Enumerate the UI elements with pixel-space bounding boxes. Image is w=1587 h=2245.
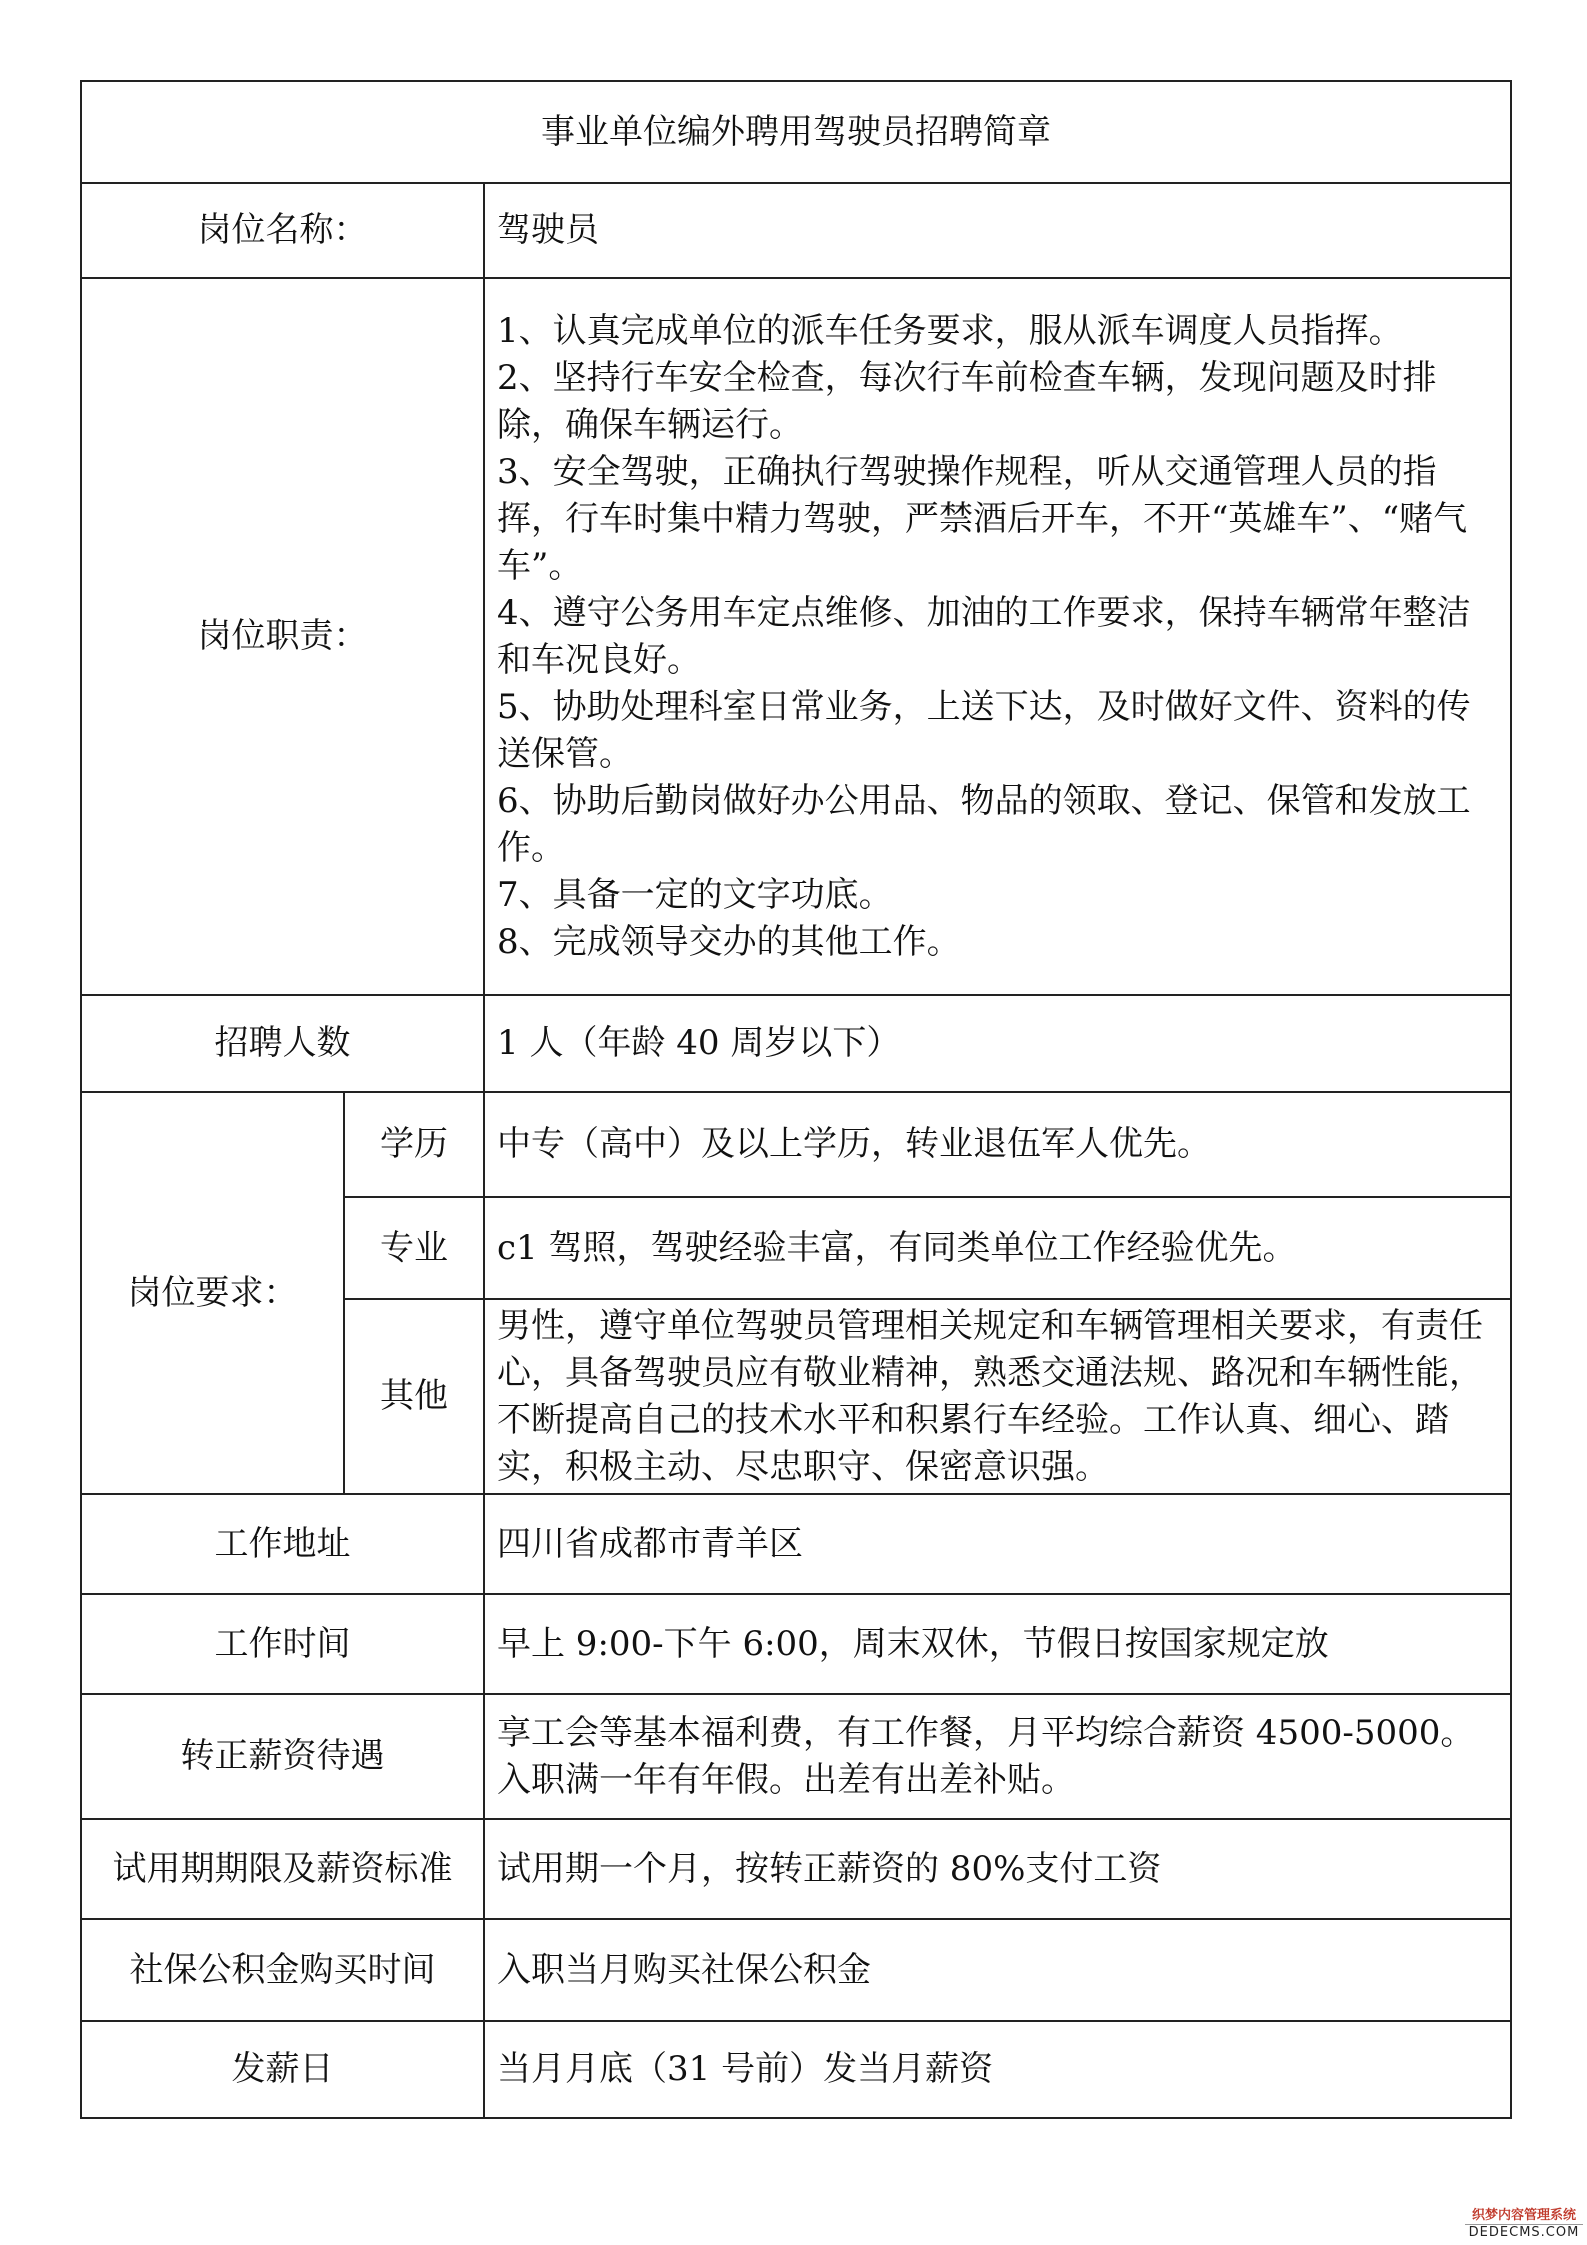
- duty-item-7: 7、具备一定的文字功底。: [497, 874, 893, 915]
- payday-label: 发薪日: [81, 2021, 484, 2118]
- major-label: 专业: [344, 1197, 484, 1299]
- duty-item-4: 4、遵守公务用车定点维修、加油的工作要求，保持车辆常年整洁和车况良好。: [497, 592, 1471, 680]
- duties-list: [484, 278, 1511, 995]
- insurance-value: 入职当月购买社保公积金: [484, 1919, 1511, 2021]
- position-name-label: 岗位名称：: [81, 183, 484, 278]
- headcount-value: 1 人（年龄 40 周岁以下）: [484, 995, 1511, 1092]
- salary-row: [81, 1694, 1511, 1819]
- hours-label: 工作时间: [81, 1594, 484, 1694]
- recruitment-table: [80, 80, 1512, 2119]
- document-title: 事业单位编外聘用驾驶员招聘简章: [81, 81, 1511, 183]
- hours-row: [81, 1594, 1511, 1694]
- probation-label: 试用期期限及薪资标准: [81, 1819, 484, 1919]
- duty-item-3: 3、安全驾驶，正确执行驾驶操作规程，听从交通管理人员的指挥，行车时集中精力驾驶，严禁酒后开车，不开“英雄车”、“赌气车”。: [497, 451, 1468, 586]
- insurance-row: [81, 1919, 1511, 2021]
- headcount-row: [81, 995, 1511, 1092]
- payday-row: [81, 2021, 1511, 2118]
- probation-value: 试用期一个月，按转正薪资的 80%支付工资: [484, 1819, 1511, 1919]
- other-label: 其他: [344, 1299, 484, 1494]
- duty-item-8: 8、完成领导交办的其他工作。: [497, 921, 961, 962]
- education-label: 学历: [344, 1092, 484, 1197]
- position-name-value: 驾驶员: [484, 183, 1511, 278]
- watermark-line2: DEDECMS.COM: [1465, 2224, 1583, 2241]
- probation-row: [81, 1819, 1511, 1919]
- major-value: c1 驾照，驾驶经验丰富，有同类单位工作经验优先。: [484, 1197, 1511, 1299]
- watermark-logo: [1465, 2208, 1583, 2241]
- hours-value: 早上 9:00-下午 6:00，周末双休，节假日按国家规定放: [484, 1594, 1511, 1694]
- position-name-row: [81, 183, 1511, 278]
- duties-row: [81, 278, 1511, 995]
- education-value: 中专（高中）及以上学历，转业退伍军人优先。: [484, 1092, 1511, 1197]
- salary-value: 享工会等基本福利费，有工作餐，月平均综合薪资 4500-5000。入职满一年有年假。出差有出差补贴。: [484, 1694, 1511, 1819]
- salary-label: 转正薪资待遇: [81, 1694, 484, 1819]
- duty-item-6: 6、协助后勤岗做好办公用品、物品的领取、登记、保管和发放工作。: [497, 780, 1471, 868]
- watermark-line1: 织梦内容管理系统: [1471, 2208, 1576, 2223]
- address-row: [81, 1494, 1511, 1594]
- requirements-label: 岗位要求：: [81, 1092, 344, 1494]
- other-value: 男性，遵守单位驾驶员管理相关规定和车辆管理相关要求，有责任心，具备驾驶员应有敬业精神，熟悉交通法规、路况和车辆性能，不断提高自己的技术水平和积累行车经验。工作认真、细心、踏实，积极主动、尽忠职守、保密意识强。: [484, 1299, 1511, 1494]
- payday-value: 当月月底（31 号前）发当月薪资: [484, 2021, 1511, 2118]
- duties-label: 岗位职责：: [81, 278, 484, 995]
- title-row: [81, 81, 1511, 183]
- insurance-label: 社保公积金购买时间: [81, 1919, 484, 2021]
- address-label: 工作地址: [81, 1494, 484, 1594]
- address-value: 四川省成都市青羊区: [484, 1494, 1511, 1594]
- duty-item-5: 5、协助处理科室日常业务，上送下达，及时做好文件、资料的传送保管。: [497, 686, 1471, 774]
- headcount-label: 招聘人数: [81, 995, 484, 1092]
- duty-item-1: 1、认真完成单位的派车任务要求，服从派车调度人员指挥。: [497, 310, 1403, 351]
- duty-item-2: 2、坚持行车安全检查，每次行车前检查车辆，发现问题及时排除，确保车辆运行。: [497, 357, 1437, 445]
- education-row: [81, 1092, 1511, 1197]
